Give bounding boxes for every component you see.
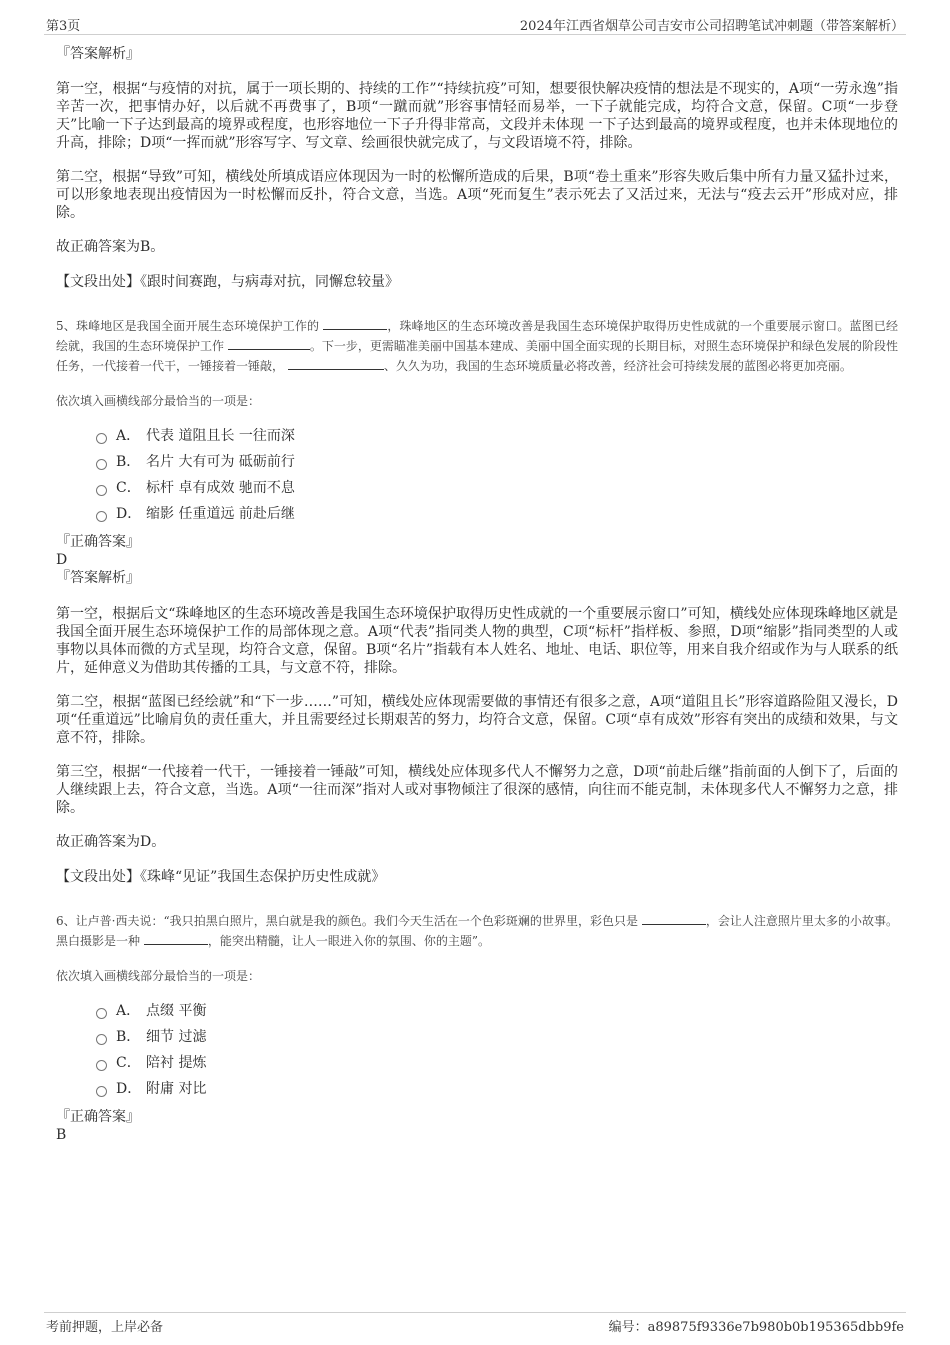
correct-answer: B [56, 1127, 67, 1143]
analysis-label: 『答案解析』 [56, 570, 140, 586]
option-c[interactable]: C． 标杆 卓有成效 驰而不息 [96, 475, 898, 501]
footer-slogan: 考前押题，上岸必备 [46, 1320, 164, 1335]
question-5-stem: 5、珠峰地区是我国全面开展生态环境保护工作的 ，珠峰地区的生态环境改善是我国生态环境保护取得历史性成就的一个重要展示窗口。蓝图已经绘就，我国的生态环境保护工作 。下一步，更需瞄准美丽中国基本建成、美丽中国全面实现的长期目标，对照生态环境保护和绿色发展的阶段性任务，一代接着一代干，一锤接着一锤敲， 、久久为功，我国的生态环境质量必将改善，经济社会可持续发展的蓝图必将更加亮丽。 [56, 319, 898, 373]
radio-icon[interactable] [96, 511, 107, 522]
answer-blank [144, 932, 208, 945]
page-header [44, 14, 906, 35]
question-6-stem: 6、让卢普·西夫说：“我只拍黑白照片，黑白就是我的颜色。我们今天生活在一个色彩斑斓的世界里，彩色只是 ，会让人注意照片里太多的小故事。黑白摄影是一种 ，能突出精髓，让人一眼进入你的氛围、你的主题”。 [56, 914, 898, 948]
option-a[interactable]: A． 点缀 平衡 [96, 998, 898, 1024]
page-content [56, 44, 898, 1144]
option-b[interactable]: B． 细节 过滤 [96, 1024, 898, 1050]
radio-icon[interactable] [96, 1008, 107, 1019]
correct-answer-label: 『正确答案』 [56, 534, 140, 550]
page-number: 第3页 [46, 19, 81, 34]
analysis-paragraph: 第二空，根据“蓝图已经绘就”和“下一步……”可知，横线处应体现需要做的事情还有很多之意，A项“道阻且长”形容道路险阻又漫长，D项“任重道远”比喻肩负的责任重大，并且需要经过长期艰苦的努力，均符合文意，保留。C项“卓有成效”形容有突出的成绩和效果，与文意不符，排除。 [56, 694, 898, 746]
analysis-paragraph: 第二空，根据“导致”可知，横线处所填成语应体现因为一时的松懈所造成的后果，B项“卷土重来”形容失败后集中所有力量又猛扑过来，可以形象地表现出疫情因为一时松懈而反扑，符合文意，当选。A项“死而复生”表示死去了又活过来，无法与“疫去云开”形成对应，排除。 [56, 169, 898, 221]
option-d[interactable]: D． 缩影 任重道远 前赴后继 [96, 501, 898, 527]
answer-blank [288, 357, 384, 370]
radio-icon[interactable] [96, 433, 107, 444]
option-c[interactable]: C． 陪衬 提炼 [96, 1050, 898, 1076]
question-prompt: 依次填入画横线部分最恰当的一项是： [56, 394, 261, 408]
option-a[interactable]: A． 代表 道阻且长 一往而深 [96, 423, 898, 449]
option-d[interactable]: D． 附庸 对比 [96, 1076, 898, 1102]
analysis-paragraph: 第一空，根据“与疫情的对抗，属于一项长期的、持续的工作”“持续抗疫”可知，想要很快解决疫情的想法是不现实的，A项“一劳永逸”指辛苦一次，把事情办好，以后就不再费事了，B项“一蹴而就”形容事情轻而易举，一下子就能完成，均符合文意，保留。C项“一步登天”比喻一下子达到最高的境界或程度，也形容地位一下子升得非常高，文段并未体现 一下子达到最高的境界或程度，也并未体现地位的升高，排除；D项“一挥而就”形容写字、写文章、绘画很快就完成了，与文段语境不符，排除。 [56, 81, 898, 151]
answer-blank [323, 317, 387, 330]
answer-conclusion: 故正确答案为D。 [56, 834, 166, 850]
text-source: 【文段出处】《珠峰“见证”我国生态保护历史性成就》 [56, 869, 386, 885]
question-5-options [96, 423, 898, 527]
question-prompt: 依次填入画横线部分最恰当的一项是： [56, 969, 261, 983]
radio-icon[interactable] [96, 1086, 107, 1097]
correct-answer: D [56, 552, 68, 568]
radio-icon[interactable] [96, 1060, 107, 1071]
analysis-paragraph: 第一空，根据后文“珠峰地区的生态环境改善是我国生态环境保护取得历史性成就的一个重要展示窗口”可知，横线处应体现珠峰地区就是我国全面开展生态环境保护工作的局部体现之意。A项“代表”指同类人物的典型，C项“标杆”指样板、参照，D项“缩影”指同类型的人或事物以具体而微的方式呈现，均符合文意，保留。B项“名片”指载有本人姓名、地址、电话、职位等，用来自我介绍或作为与人联系的纸片，延伸意义为借助其传播的工具，与文意不符，排除。 [56, 606, 898, 676]
document-id: 编号：a89875f9336e7b980b0b195365dbb9fe [608, 1320, 904, 1335]
answer-blank [642, 912, 706, 925]
analysis-label: 『答案解析』 [56, 46, 140, 62]
question-6-options [96, 998, 898, 1102]
answer-conclusion: 故正确答案为B。 [56, 239, 165, 255]
radio-icon[interactable] [96, 485, 107, 496]
radio-icon[interactable] [96, 1034, 107, 1045]
option-b[interactable]: B． 名片 大有可为 砥砺前行 [96, 449, 898, 475]
page-footer [44, 1312, 906, 1335]
answer-blank [228, 337, 310, 350]
document-title: 2024年江西省烟草公司吉安市公司招聘笔试冲刺题（带答案解析） [519, 19, 904, 34]
text-source: 【文段出处】《跟时间赛跑，与病毒对抗，同懈怠较量》 [56, 274, 399, 290]
correct-answer-label: 『正确答案』 [56, 1109, 140, 1125]
radio-icon[interactable] [96, 459, 107, 470]
analysis-paragraph: 第三空，根据“一代接着一代干，一锤接着一锤敲”可知，横线处应体现多代人不懈努力之意，D项“前赴后继”指前面的人倒下了，后面的人继续跟上去，符合文意，当选。A项“一往而深”指对人或对事物倾注了很深的感情，向往而不能克制，未体现多代人不懈努力之意，排除。 [56, 764, 898, 816]
